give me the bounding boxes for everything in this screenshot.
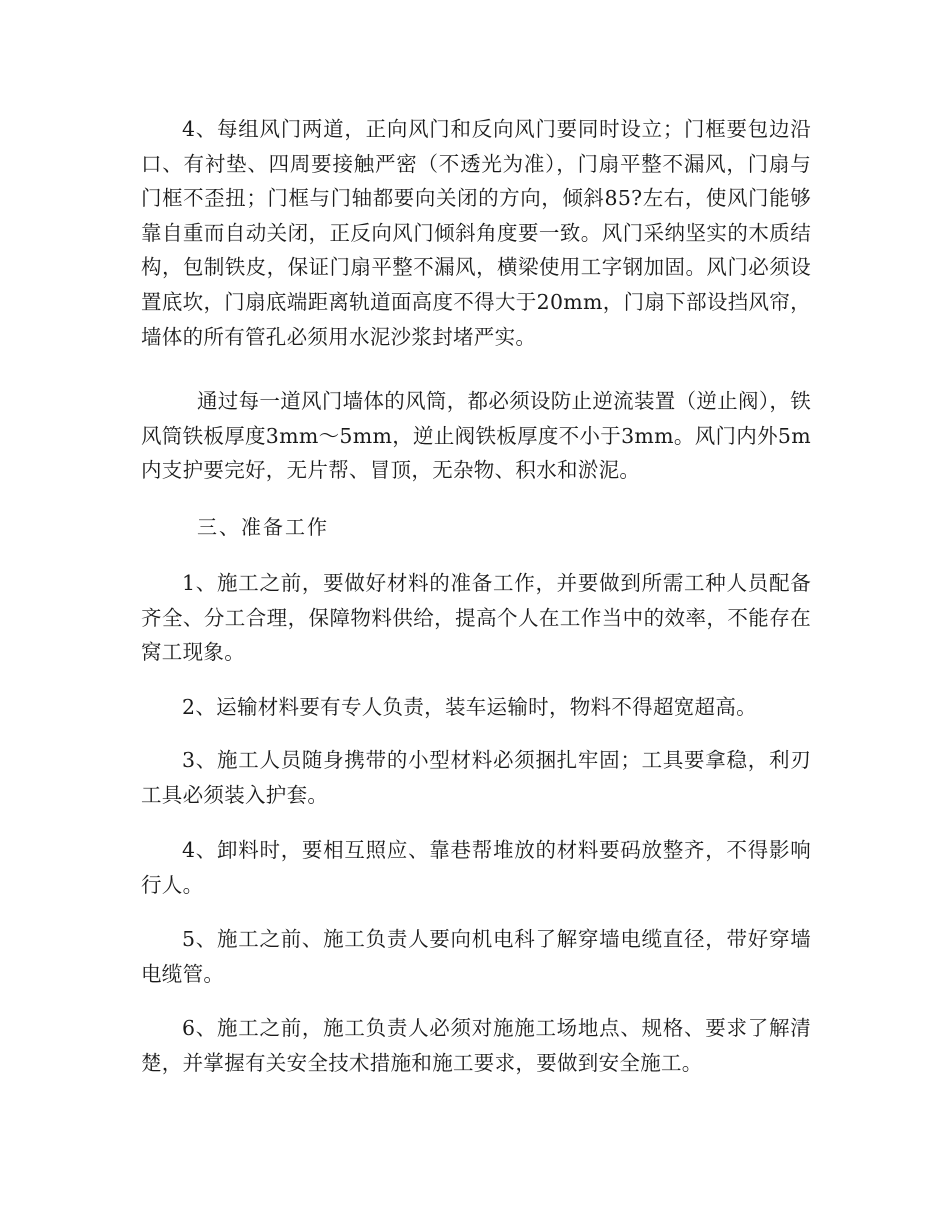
list-item-5: 5、施工之前、施工负责人要向机电科了解穿墙电缆直径，带好穿墙电缆管。 [141,927,811,986]
list-item-6: 6、施工之前，施工负责人必须对施施工场地点、规格、要求了解清楚，并掌握有关安全技术措施和施工要求，要做到安全施工。 [141,1016,811,1075]
paragraph-air-door-requirements: 4、每组风门两道，正向风门和反向风门要同时设立；门框要包边沿口、有衬垫、四周要接触严密（不透光为准），门扇平整不漏风，门扇与门框不歪扭；门框与门轴都要向关闭的方向，倾斜85?左右，使风门能够靠自重而自动关闭，正反向风门倾斜角度要一致。风门采纳坚实的木质结构，包制铁皮，保证门扇平整不漏风，横梁使用工字钢加固。风门必须设置底坎，门扇底端距离轨道面高度不得大于20mm，门扇下部设挡风帘，墙体的所有管孔必须用水泥沙浆封堵严实。 [141,117,811,349]
list-item-2: 2、运输材料要有专人负责，装车运输时，物料不得超宽超高。 [182,695,757,719]
section-heading: 三、准备工作 [197,515,329,539]
paragraph-air-duct-check-valve: 通过每一道风门墙体的风筒，都必须设防止逆流装置（逆止阀），铁风筒铁板厚度3mm～5mm，逆止阀铁板厚度不小于3mm。风门内外5m内支护要完好，无片帮、冒顶，无杂物、积水和淤泥。 [141,389,811,483]
list-item-1: 1、施工之前，要做好材料的准备工作，并要做到所需工种人员配备齐全、分工合理，保障物料供给，提高个人在工作当中的效率，不能存在窝工现象。 [141,571,811,665]
list-item-4: 4、卸料时，要相互照应、靠巷帮堆放的材料要码放整齐，不得影响行人。 [141,838,811,897]
list-item-3: 3、施工人员随身携带的小型材料必须捆扎牢固；工具要拿稳，利刃工具必须装入护套。 [141,748,811,807]
